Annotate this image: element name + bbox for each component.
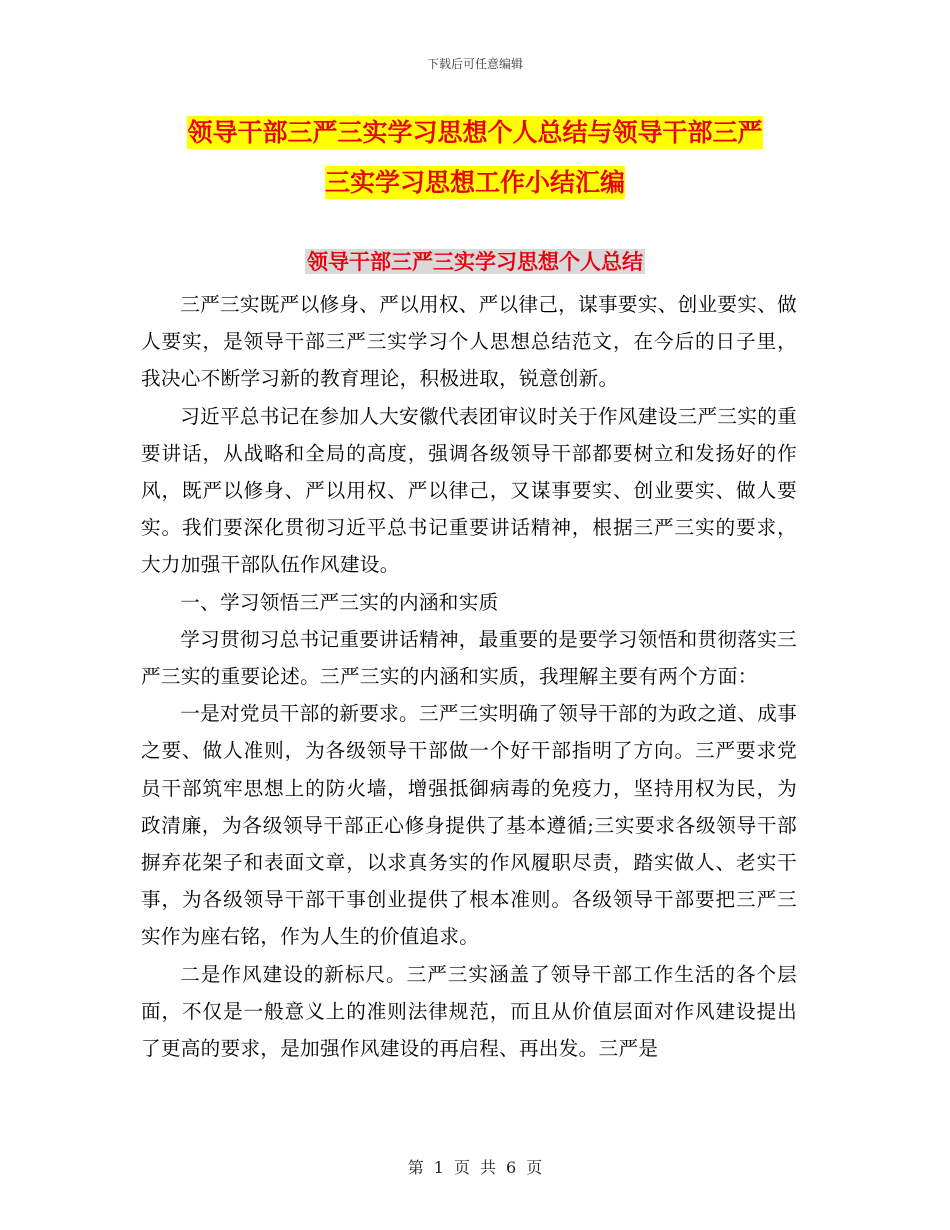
page-footer [0, 1155, 950, 1178]
paragraph: 学习贯彻习总书记重要讲话精神，最重要的是要学习领悟和贯彻落实三严三实的重要论述。三严三实的内涵和实质，我理解主要有两个方面： [141, 627, 797, 689]
paragraph: 三严三实既严以修身、严以用权、严以律己，谋事要实、创业要实、做人要实，是领导干部三严三实学习个人思想总结范文，在今后的日子里，我决心不断学习新的教育理论，积极进取，锐意创新。 [141, 293, 797, 391]
header-note: 下载后可任意编辑 [426, 57, 523, 71]
footer-label-ye2: 页 [526, 1158, 543, 1177]
footer-total-pages: 6 [506, 1158, 517, 1177]
footer-label-gong: 共 [480, 1158, 497, 1177]
section-title [0, 246, 950, 278]
footer-label-ye: 页 [453, 1158, 470, 1177]
footer-label-di: 第 [407, 1158, 424, 1177]
paragraph: 二是作风建设的新标尺。三严三实涵盖了领导干部工作生活的各个层面，不仅是一般意义上的准则法律规范，而且从价值层面对作风建设提出了更高的要求，是加强作风建设的再启程、再出发。三严是 [141, 962, 797, 1061]
footer-page-number: 1 [433, 1158, 444, 1177]
title-line-1: 领导干部三严三实学习思想个人总结与领导干部三严 [187, 118, 763, 147]
title-line-2: 三实学习思想工作小结汇编 [324, 168, 625, 197]
document-title [140, 108, 810, 208]
paragraph: 一是对党员干部的新要求。三严三实明确了领导干部的为政之道、成事之要、做人准则，为各级领导干部做一个好干部指明了方向。三严要求党员干部筑牢思想上的防火墙，增强抵御病毒的免疫力，坚持用权为民，为政清廉，为各级领导干部正心修身提供了基本遵循;三实要求各级领导干部摒弃花架子和表面文章，以求真务实的作风履职尽责，踏实做人、老实干事，为各级领导干部干事创业提供了根本准则。各级领导干部要把三严三实作为座右铭，作为人生的价值追求。 [141, 702, 797, 949]
heading-paragraph: 一、学习领悟三严三实的内涵和实质 [180, 590, 499, 614]
section-title-text: 领导干部三严三实学习思想个人总结 [307, 249, 643, 274]
paragraph: 习近平总书记在参加人大安徽代表团审议时关于作风建设三严三实的重要讲话，从战略和全局的高度，强调各级领导干部都要树立和发扬好的作风，既严以修身、严以用权、严以律己，又谋事要实、创业要实、做人要实。我们要深化贯彻习近平总书记重要讲话精神，根据三严三实的要求，大力加强干部队伍作风建设。 [141, 404, 797, 577]
document-body [141, 286, 797, 1067]
